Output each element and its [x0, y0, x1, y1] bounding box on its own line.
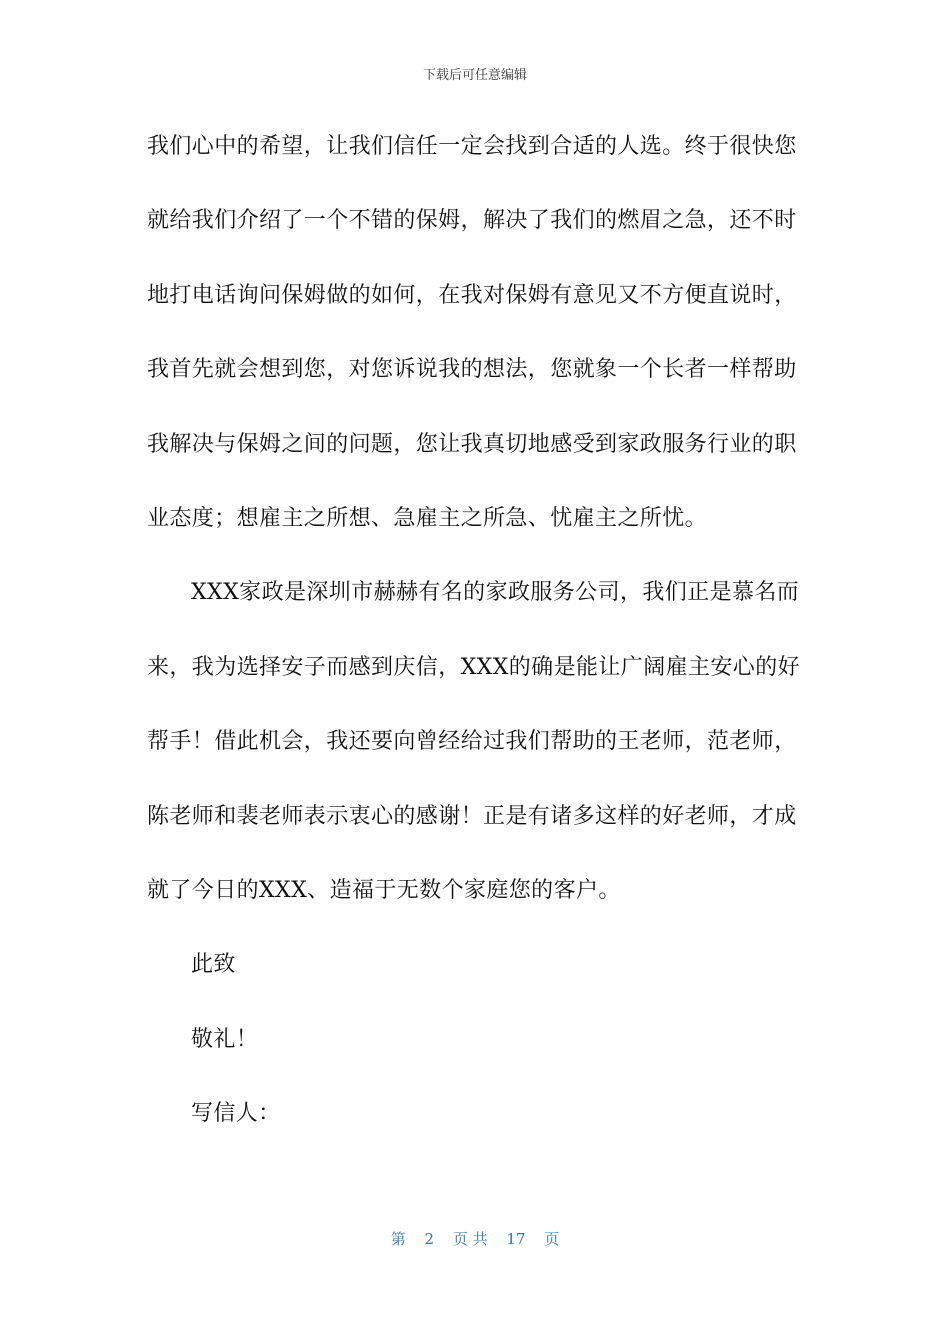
footer-suffix: 页: [544, 1230, 560, 1248]
body-line: 业态度；想雇主之所想、急雇主之所急、忧雇主之所忧。: [147, 505, 708, 531]
body-line: 来，我为选择安子而感到庆信，XXX的确是能让广阔雇主安心的好: [147, 654, 800, 680]
letter-body: [147, 125, 800, 1166]
total-page-number: 17: [506, 1230, 526, 1248]
body-line: 陈老师和裴老师表示衷心的感谢！正是有诸多这样的好老师，才成: [147, 803, 797, 829]
body-line: 我首先就会想到您，对您诉说我的想法，您就象一个长者一样帮助: [147, 357, 797, 383]
body-line: 我解决与保姆之间的问题，您让我真切地感受到家政服务行业的职: [147, 431, 797, 457]
page-footer: [0, 1228, 950, 1249]
footer-prefix: 第: [390, 1230, 406, 1248]
closing-salutation: 此致: [191, 952, 236, 978]
body-line: 就了今日的XXX、造福于无数个家庭您的客户。: [147, 877, 621, 903]
body-line: 就给我们介绍了一个不错的保姆，解决了我们的燃眉之急，还不时: [147, 208, 797, 234]
body-line: 我们心中的希望，让我们信任一定会找到合适的人选。终于很快您: [147, 134, 797, 159]
current-page-number: 2: [424, 1230, 435, 1248]
footer-middle: 页 共: [452, 1230, 488, 1248]
page-header: 下载后可任意编辑: [422, 68, 527, 83]
body-line: XXX家政是深圳市赫赫有名的家政服务公司，我们正是慕名而: [191, 580, 800, 606]
writer-label: 写信人：: [191, 1101, 281, 1127]
closing-regards: 敬礼！: [191, 1026, 259, 1052]
body-line: 地打电话询问保姆做的如何，在我对保姆有意见又不方便直说时，: [147, 282, 797, 308]
body-line: 帮手！借此机会，我还要向曾经给过我们帮助的王老师，范老师，: [147, 729, 797, 755]
